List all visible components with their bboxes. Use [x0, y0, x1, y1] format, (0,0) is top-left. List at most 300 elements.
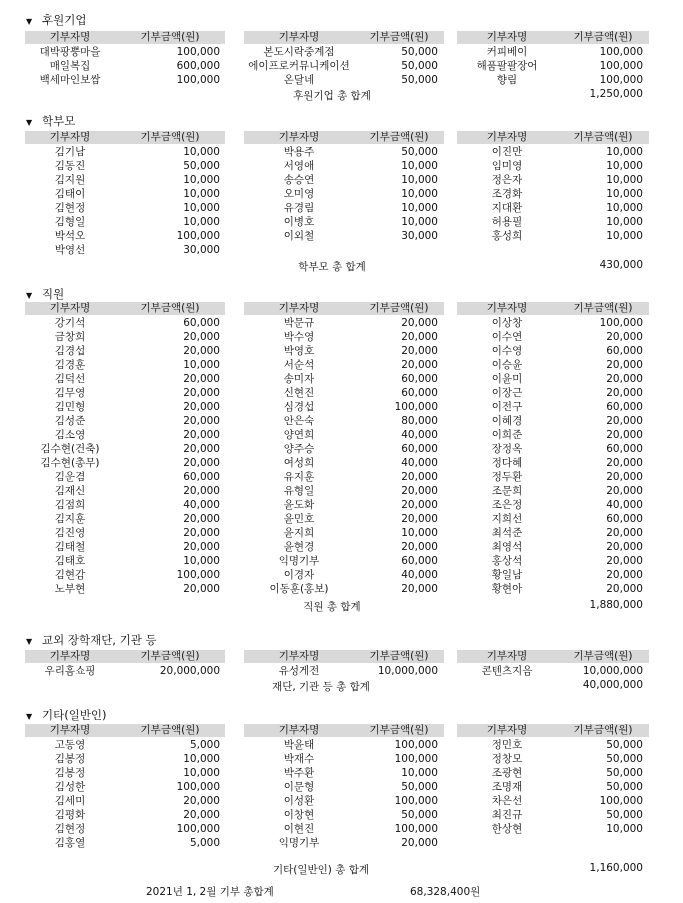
table-row [244, 428, 444, 442]
donation-amount: 10,000 [183, 188, 220, 200]
donation-amount: 10,000 [606, 146, 643, 158]
donation-amount: 80,000 [401, 415, 438, 427]
donor-name: 박주환 [283, 767, 315, 779]
donor-name: 홍상석 [491, 555, 523, 567]
table-row [25, 554, 225, 568]
header-amount: 기부금액(원) [369, 650, 429, 662]
donation-amount: 60,000 [401, 387, 438, 399]
donor-name: 지희선 [491, 513, 523, 525]
donation-amount: 10,000 [183, 555, 220, 567]
donor-name: 박수영 [283, 331, 315, 343]
donor-name: 온달네 [283, 74, 315, 86]
table-row [244, 456, 444, 470]
table-row [244, 201, 444, 215]
donor-name: 백세마인보쌈 [39, 74, 101, 86]
donor-name: 허용필 [491, 216, 523, 228]
donor-name: 김점희 [54, 499, 86, 511]
donation-amount: 50,000 [401, 781, 438, 793]
table-row [457, 752, 649, 766]
donor-name: 이장근 [491, 387, 523, 399]
donation-amount: 20,000 [606, 471, 643, 483]
donation-amount: 10,000 [183, 174, 220, 186]
donation-amount: 100,000 [394, 401, 438, 413]
header-name: 기부자명 [486, 650, 528, 662]
table-row [25, 664, 225, 678]
table-row [244, 794, 444, 808]
collapse-triangle-icon: ▼ [26, 118, 33, 127]
donation-amount: 600,000 [176, 60, 220, 72]
donor-name: 콘텐츠지음 [481, 665, 533, 677]
donation-amount: 20,000 [606, 569, 643, 581]
section-title [26, 113, 75, 129]
table-row [25, 173, 225, 187]
header-name: 기부자명 [278, 31, 320, 43]
section-title [26, 707, 107, 723]
donation-amount: 100,000 [176, 569, 220, 581]
donation-amount: 60,000 [606, 345, 643, 357]
table-row [244, 512, 444, 526]
donor-name: 김재신 [54, 485, 86, 497]
donor-name: 조문희 [491, 485, 523, 497]
header-name: 기부자명 [278, 302, 320, 314]
collapse-triangle-icon: ▼ [26, 637, 33, 646]
header-amount: 기부금액(원) [573, 302, 633, 314]
donation-amount: 10,000 [606, 160, 643, 172]
donation-amount: 20,000 [183, 387, 220, 399]
table-row [457, 344, 649, 358]
table-row [244, 484, 444, 498]
donation-amount: 20,000 [401, 583, 438, 595]
section-total-value: 1,250,000 [589, 88, 643, 100]
table-row [244, 330, 444, 344]
donor-name: 서순석 [283, 359, 315, 371]
table-row [457, 187, 649, 201]
donation-amount: 50,000 [183, 160, 220, 172]
donor-name: 향림 [496, 74, 518, 86]
donor-name: 에이프로커뮤니케이션 [248, 60, 350, 72]
table-row [25, 512, 225, 526]
donation-amount: 60,000 [606, 513, 643, 525]
table-row [25, 808, 225, 822]
donation-amount: 5,000 [189, 837, 220, 849]
table-row [25, 766, 225, 780]
donation-amount: 20,000 [606, 555, 643, 567]
table-row [457, 512, 649, 526]
donor-name: 임미영 [491, 160, 523, 172]
table-row [25, 372, 225, 386]
table-row [244, 187, 444, 201]
donor-name: 김현정 [54, 202, 86, 214]
table-header [244, 724, 444, 737]
donation-amount: 20,000 [183, 795, 220, 807]
header-name: 기부자명 [49, 724, 91, 736]
table-header [244, 131, 444, 144]
donor-name: 오미영 [283, 188, 315, 200]
donor-name: 김수현(총무) [40, 457, 100, 469]
donation-amount: 20,000 [183, 415, 220, 427]
donation-amount: 20,000 [606, 387, 643, 399]
donor-name: 차은선 [491, 795, 523, 807]
table-row [25, 568, 225, 582]
donation-amount: 30,000 [183, 244, 220, 256]
header-name: 기부자명 [486, 31, 528, 43]
section-total-value: 1,880,000 [589, 599, 643, 611]
table-row [25, 316, 225, 330]
donation-amount: 100,000 [394, 823, 438, 835]
table-row [457, 358, 649, 372]
donor-name: 김태호 [54, 555, 86, 567]
section-total-value: 40,000,000 [582, 679, 643, 691]
donation-amount: 10,000 [606, 202, 643, 214]
table-row [244, 73, 444, 87]
donor-name: 김기남 [54, 146, 86, 158]
section-title [26, 632, 157, 648]
donor-name: 김봉정 [54, 753, 86, 765]
donor-name: 박문규 [283, 317, 315, 329]
section-total-label: 후원기업 총 합계 [293, 90, 371, 102]
table-row [25, 330, 225, 344]
donation-amount: 20,000 [401, 331, 438, 343]
donor-name: 이혜경 [491, 415, 523, 427]
donation-amount: 10,000 [183, 767, 220, 779]
donation-amount: 10,000 [401, 767, 438, 779]
header-name: 기부자명 [49, 131, 91, 143]
table-row [244, 215, 444, 229]
header-name: 기부자명 [278, 131, 320, 143]
table-header [457, 302, 649, 315]
collapse-triangle-icon: ▼ [26, 17, 33, 26]
table-row [25, 414, 225, 428]
header-name: 기부자명 [486, 302, 528, 314]
donor-name: 매일복집 [49, 60, 91, 72]
donor-name: 윤민호 [283, 513, 315, 525]
donation-amount: 60,000 [606, 401, 643, 413]
table-row [244, 836, 444, 850]
donor-name: 김지원 [54, 174, 86, 186]
donor-name: 심경섭 [283, 401, 315, 413]
table-row [244, 316, 444, 330]
table-row [457, 316, 649, 330]
donor-name: 김현정 [54, 823, 86, 835]
table-header [457, 724, 649, 737]
donation-amount: 50,000 [401, 60, 438, 72]
donor-name: 김봉정 [54, 767, 86, 779]
donation-amount: 5,000 [189, 739, 220, 751]
table-row [457, 414, 649, 428]
header-amount: 기부금액(원) [140, 724, 200, 736]
table-row [25, 73, 225, 87]
donor-name: 홍성희 [491, 230, 523, 242]
section-total-label: 재단, 기관 등 총 합계 [272, 681, 370, 693]
donor-name: 박영호 [283, 345, 315, 357]
donor-name: 커피베이 [486, 46, 528, 58]
table-row [457, 470, 649, 484]
table-header [25, 131, 225, 144]
donor-name: 이진만 [491, 146, 523, 158]
table-row [457, 45, 649, 59]
table-row [25, 428, 225, 442]
table-row [25, 45, 225, 59]
donor-name: 이상창 [491, 317, 523, 329]
donation-amount: 10,000 [401, 202, 438, 214]
donor-name: 유성게전 [278, 665, 320, 677]
header-amount: 기부금액(원) [369, 31, 429, 43]
table-row [244, 442, 444, 456]
donor-name: 최진규 [491, 809, 523, 821]
donation-amount: 20,000 [401, 359, 438, 371]
donation-amount: 10,000 [606, 823, 643, 835]
header-name: 기부자명 [49, 302, 91, 314]
donor-name: 김덕선 [54, 373, 86, 385]
header-amount: 기부금액(원) [573, 650, 633, 662]
donor-name: 이희준 [491, 429, 523, 441]
section-title-text: 학부모 [42, 114, 76, 128]
header-amount: 기부금액(원) [369, 724, 429, 736]
table-row [25, 201, 225, 215]
table-row [25, 400, 225, 414]
table-row [244, 738, 444, 752]
donor-name: 이수영 [491, 345, 523, 357]
donation-amount: 20,000 [183, 513, 220, 525]
section-title-text: 후원기업 [42, 13, 87, 27]
table-header [457, 31, 649, 44]
donation-amount: 100,000 [599, 60, 643, 72]
table-row [457, 428, 649, 442]
donor-name: 김태철 [54, 541, 86, 553]
table-row [457, 145, 649, 159]
header-amount: 기부금액(원) [140, 302, 200, 314]
table-header [244, 650, 444, 663]
table-row [244, 470, 444, 484]
donor-name: 이외철 [283, 230, 315, 242]
table-row [244, 59, 444, 73]
header-amount: 기부금액(원) [573, 131, 633, 143]
donation-amount: 20,000 [606, 331, 643, 343]
header-amount: 기부금액(원) [369, 131, 429, 143]
donation-amount: 10,000 [606, 230, 643, 242]
donation-amount: 20,000 [183, 331, 220, 343]
donation-amount: 40,000 [183, 499, 220, 511]
donation-amount: 20,000 [183, 401, 220, 413]
donation-amount: 10,000 [183, 359, 220, 371]
donation-amount: 10,000 [401, 160, 438, 172]
donation-amount: 100,000 [599, 74, 643, 86]
donor-name: 김성한 [54, 781, 86, 793]
donation-amount: 10,000 [183, 202, 220, 214]
table-header [244, 302, 444, 315]
donation-amount: 100,000 [599, 795, 643, 807]
donor-name: 김지훈 [54, 513, 86, 525]
donation-amount: 50,000 [401, 809, 438, 821]
donor-name: 정두환 [491, 471, 523, 483]
donation-amount: 100,000 [176, 781, 220, 793]
donation-amount: 60,000 [606, 443, 643, 455]
donor-name: 최석준 [491, 527, 523, 539]
table-row [457, 822, 649, 836]
donation-amount: 20,000 [606, 583, 643, 595]
donor-name: 황현아 [491, 583, 523, 595]
header-amount: 기부금액(원) [573, 31, 633, 43]
donation-amount: 20,000 [401, 499, 438, 511]
section-title-text: 기타(일반인) [42, 708, 107, 722]
table-row [25, 822, 225, 836]
donor-name: 조명재 [491, 781, 523, 793]
table-row [244, 229, 444, 243]
donation-amount: 20,000 [606, 527, 643, 539]
table-row [457, 442, 649, 456]
table-row [244, 159, 444, 173]
donation-amount: 60,000 [401, 373, 438, 385]
donor-name: 장정옥 [491, 443, 523, 455]
donation-amount: 20,000 [183, 485, 220, 497]
table-row [25, 836, 225, 850]
donation-amount: 100,000 [394, 795, 438, 807]
donor-name: 송승연 [283, 174, 315, 186]
donor-name: 고동영 [54, 739, 86, 751]
table-header [457, 650, 649, 663]
table-row [25, 498, 225, 512]
table-row [25, 780, 225, 794]
donation-amount: 20,000 [401, 513, 438, 525]
donor-name: 금창희 [54, 331, 86, 343]
donor-name: 이병호 [283, 216, 315, 228]
table-row [25, 526, 225, 540]
donor-name: 이윤미 [491, 373, 523, 385]
donation-amount: 50,000 [606, 753, 643, 765]
table-header [25, 724, 225, 737]
table-header [457, 131, 649, 144]
table-row [25, 229, 225, 243]
donor-name: 익명기부 [278, 837, 320, 849]
table-row [25, 456, 225, 470]
donor-name: 조은정 [491, 499, 523, 511]
donation-amount: 10,000 [183, 753, 220, 765]
donor-name: 강기석 [54, 317, 86, 329]
donor-name: 김현감 [54, 569, 86, 581]
donor-name: 황일남 [491, 569, 523, 581]
table-header [244, 31, 444, 44]
table-row [457, 201, 649, 215]
table-row [25, 386, 225, 400]
donation-amount: 100,000 [599, 317, 643, 329]
donation-amount: 10,000 [401, 216, 438, 228]
donor-name: 박용주 [283, 146, 315, 158]
donation-amount: 20,000 [183, 429, 220, 441]
donor-name: 박영선 [54, 244, 86, 256]
collapse-triangle-icon: ▼ [26, 712, 33, 721]
table-row [25, 470, 225, 484]
donor-name: 윤현경 [283, 541, 315, 553]
donor-name: 김홍열 [54, 837, 86, 849]
grand-total-value: 68,328,400원 [410, 886, 481, 898]
donation-amount: 20,000,000 [159, 665, 220, 677]
table-row [244, 540, 444, 554]
donation-amount: 60,000 [401, 443, 438, 455]
donor-name: 이승윤 [491, 359, 523, 371]
table-row [244, 582, 444, 596]
table-row [457, 738, 649, 752]
header-name: 기부자명 [486, 131, 528, 143]
donor-name: 이현진 [283, 823, 315, 835]
donation-amount: 10,000 [401, 527, 438, 539]
donor-name: 이동훈(홍보) [269, 583, 329, 595]
table-row [457, 664, 649, 678]
donor-name: 이성환 [283, 795, 315, 807]
header-name: 기부자명 [49, 650, 91, 662]
donation-amount: 20,000 [183, 345, 220, 357]
donor-name: 김민형 [54, 401, 86, 413]
table-row [244, 568, 444, 582]
table-row [457, 582, 649, 596]
table-row [457, 808, 649, 822]
donation-amount: 40,000 [401, 429, 438, 441]
table-row [457, 215, 649, 229]
donor-name: 송미자 [283, 373, 315, 385]
donation-amount: 10,000 [183, 216, 220, 228]
table-row [457, 400, 649, 414]
donation-amount: 10,000,000 [582, 665, 643, 677]
donor-name: 박석오 [54, 230, 86, 242]
table-row [457, 73, 649, 87]
table-header [25, 302, 225, 315]
table-row [244, 386, 444, 400]
donor-name: 양주승 [283, 443, 315, 455]
table-header [25, 31, 225, 44]
table-row [244, 145, 444, 159]
table-row [457, 554, 649, 568]
header-name: 기부자명 [49, 31, 91, 43]
table-row [244, 780, 444, 794]
donor-name: 이전구 [491, 401, 523, 413]
donor-name: 서영애 [283, 160, 315, 172]
table-row [25, 159, 225, 173]
section-title [26, 12, 86, 28]
donation-amount: 100,000 [394, 753, 438, 765]
donation-amount: 100,000 [176, 74, 220, 86]
table-row [457, 540, 649, 554]
donation-amount: 20,000 [401, 345, 438, 357]
donation-amount: 40,000 [606, 499, 643, 511]
table-row [25, 358, 225, 372]
donation-amount: 20,000 [183, 809, 220, 821]
table-row [25, 540, 225, 554]
table-row [457, 780, 649, 794]
header-amount: 기부금액(원) [140, 31, 200, 43]
donor-name: 노부현 [54, 583, 86, 595]
donor-name: 김경훈 [54, 359, 86, 371]
donation-amount: 100,000 [176, 230, 220, 242]
table-row [244, 752, 444, 766]
table-row [457, 372, 649, 386]
table-row [457, 386, 649, 400]
donor-name: 양연희 [283, 429, 315, 441]
donor-name: 본도시락중계점 [263, 46, 335, 58]
donor-name: 이문형 [283, 781, 315, 793]
table-row [457, 794, 649, 808]
donation-amount: 10,000 [183, 146, 220, 158]
table-row [244, 173, 444, 187]
section-title [26, 286, 64, 302]
table-row [457, 330, 649, 344]
section-total-label: 학부모 총 합계 [298, 261, 366, 273]
donation-amount: 20,000 [606, 415, 643, 427]
table-row [25, 344, 225, 358]
donor-name: 이창현 [283, 809, 315, 821]
table-row [457, 766, 649, 780]
table-header [25, 650, 225, 663]
donor-name: 익명기부 [278, 555, 320, 567]
donor-name: 한상현 [491, 823, 523, 835]
